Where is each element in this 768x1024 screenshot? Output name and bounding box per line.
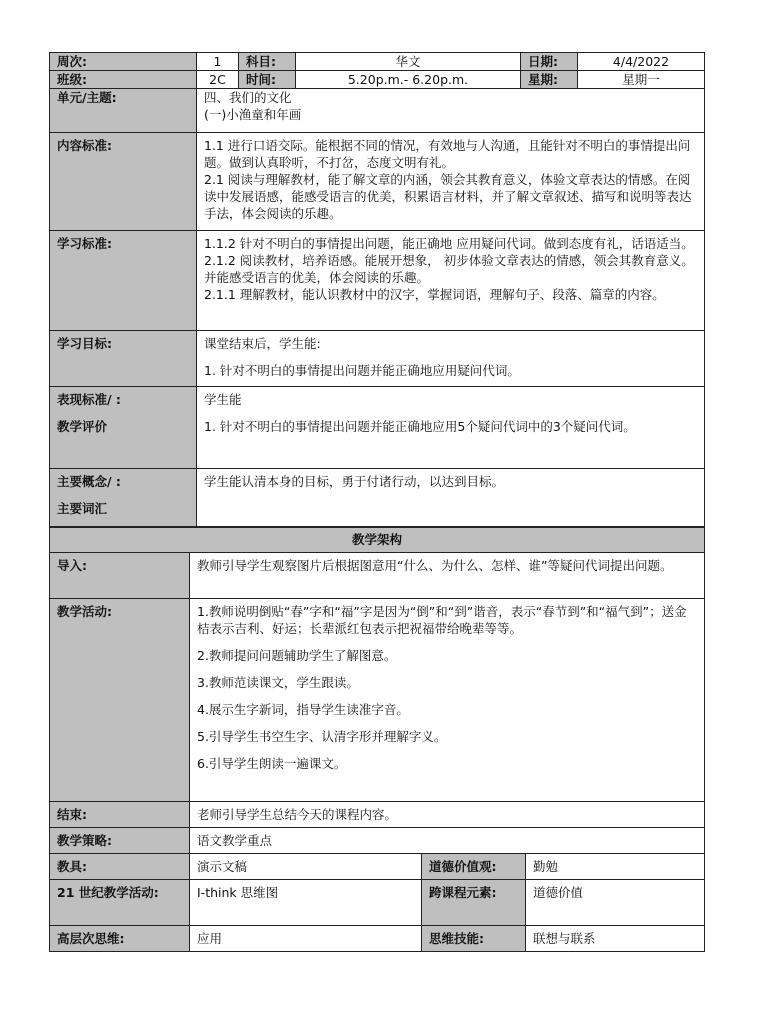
unit-label: 单元/主题: [50, 89, 197, 133]
standards-table [49, 88, 705, 527]
activity-item-4: 4.展示生字新词，指导学生读准字音。 [197, 702, 409, 717]
century21-label: 21 世纪教学活动: [50, 880, 190, 926]
performance-label-2: 教学评价 [57, 419, 108, 434]
activities-content [190, 599, 705, 802]
unit-line-1: 四、我们的文化 [204, 90, 292, 105]
learning-standard-2: 2.1.2 阅读教材，培养语感。能展开想象， 初步体验文章表达的情感，领会其教育意义。并能感受语言的优美，体会阅读的乐趣。 [204, 253, 694, 285]
learning-standard-content [197, 231, 705, 331]
concept-label [50, 469, 197, 527]
unit-content [197, 89, 705, 133]
content-standard-content [197, 133, 705, 231]
content-standard-1: 1.1 进行口语交际。能根据不同的情况，有效地与人沟通，且能针对不明白的事情提出问题。做到认真聆听，不打岔，态度文明有礼。 [204, 138, 691, 170]
aids-label: 教具: [50, 854, 190, 880]
activity-item-2: 2.教师提问问题辅助学生了解图意。 [197, 648, 397, 663]
cross-curricular-label: 跨课程元素: [422, 880, 526, 926]
weekday-label: 星期: [521, 71, 578, 89]
framework-table [49, 527, 705, 952]
content-standard-label: 内容标准: [50, 133, 197, 231]
subject-label: 科目: [239, 53, 296, 71]
strategy-text: 语文教学重点 [190, 828, 705, 854]
thinking-skill-label: 思维技能: [422, 926, 526, 952]
week-label: 周次: [50, 53, 197, 71]
learning-standard-1: 1.1.2 针对不明白的事情提出问题，能正确地 应用疑问代词。做到态度有礼，话语适当。 [204, 236, 694, 251]
hots-text: 应用 [190, 926, 422, 952]
performance-item: 1. 针对不明白的事情提出问题并能正确地应用5个疑问代词中的3个疑问代词。 [204, 419, 636, 434]
concept-content: 学生能认清本身的目标，勇于付诸行动，以达到目标。 [197, 469, 705, 527]
activities-label: 教学活动: [50, 599, 190, 802]
framework-banner: 教学架构 [50, 528, 705, 553]
activity-item-6: 6.引导学生朗读一遍课文。 [197, 756, 347, 771]
date-value: 4/4/2022 [578, 53, 705, 71]
closing-label: 结束: [50, 802, 190, 828]
objective-label: 学习目标: [50, 331, 197, 387]
time-value: 5.20p.m.- 6.20p.m. [296, 71, 521, 89]
closing-text: 老师引导学生总结今天的课程内容。 [190, 802, 705, 828]
moral-value-text: 勤勉 [526, 854, 705, 880]
strategy-label: 教学策略: [50, 828, 190, 854]
performance-content [197, 387, 705, 469]
week-value: 1 [197, 53, 239, 71]
learning-standard-label: 学习标准: [50, 231, 197, 331]
concept-label-2: 主要词汇 [57, 501, 108, 516]
performance-label-1: 表现标准/ : [57, 392, 121, 407]
intro-label: 导入: [50, 553, 190, 599]
activity-item-3: 3.教师范读课文，学生跟读。 [197, 675, 359, 690]
date-label: 日期: [521, 53, 578, 71]
hots-label: 高层次思维: [50, 926, 190, 952]
header-table [49, 52, 705, 89]
activity-item-1: 1.教师说明倒贴“春”字和“福”字是因为“倒”和“到”谐音，表示“春节到”和“福气到”；送金桔表示吉利、好运；长辈派红包表示把祝福带给晚辈等等。 [197, 604, 687, 636]
time-label: 时间: [239, 71, 296, 89]
thinking-skill-text: 联想与联系 [526, 926, 705, 952]
objective-item: 1. 针对不明白的事情提出问题并能正确地应用疑问代词。 [204, 363, 520, 378]
performance-intro: 学生能 [204, 392, 242, 407]
unit-line-2: (一)小渔童和年画 [204, 107, 302, 122]
objective-intro: 课堂结束后，学生能: [204, 336, 321, 351]
century21-text: I-think 思维图 [190, 880, 422, 926]
weekday-value: 星期一 [578, 71, 705, 89]
concept-label-1: 主要概念/ : [57, 474, 121, 489]
moral-value-label: 道德价值观: [422, 854, 526, 880]
class-value: 2C [197, 71, 239, 89]
activity-item-5: 5.引导学生书空生字、认清字形并理解字义。 [197, 729, 447, 744]
aids-text: 演示文稿 [190, 854, 422, 880]
intro-text: 教师引导学生观察图片后根据图意用“什么、为什么、怎样、谁”等疑问代词提出问题。 [190, 553, 705, 599]
content-standard-2: 2.1 阅读与理解教材，能了解文章的内涵，领会其教育意义，体验文章表达的情感。在阅读中发展语感，能感受语言的优美，积累语言材料，并了解文章叙述、描写和说明等表达手法，体会阅读的乐趣。 [204, 172, 692, 221]
learning-standard-3: 2.1.1 理解教材，能认识教材中的汉字，掌握词语，理解句子、段落、篇章的内容。 [204, 287, 665, 302]
objective-content [197, 331, 705, 387]
cross-curricular-text: 道德价值 [526, 880, 705, 926]
performance-label [50, 387, 197, 469]
class-label: 班级: [50, 71, 197, 89]
subject-value: 华文 [296, 53, 521, 71]
